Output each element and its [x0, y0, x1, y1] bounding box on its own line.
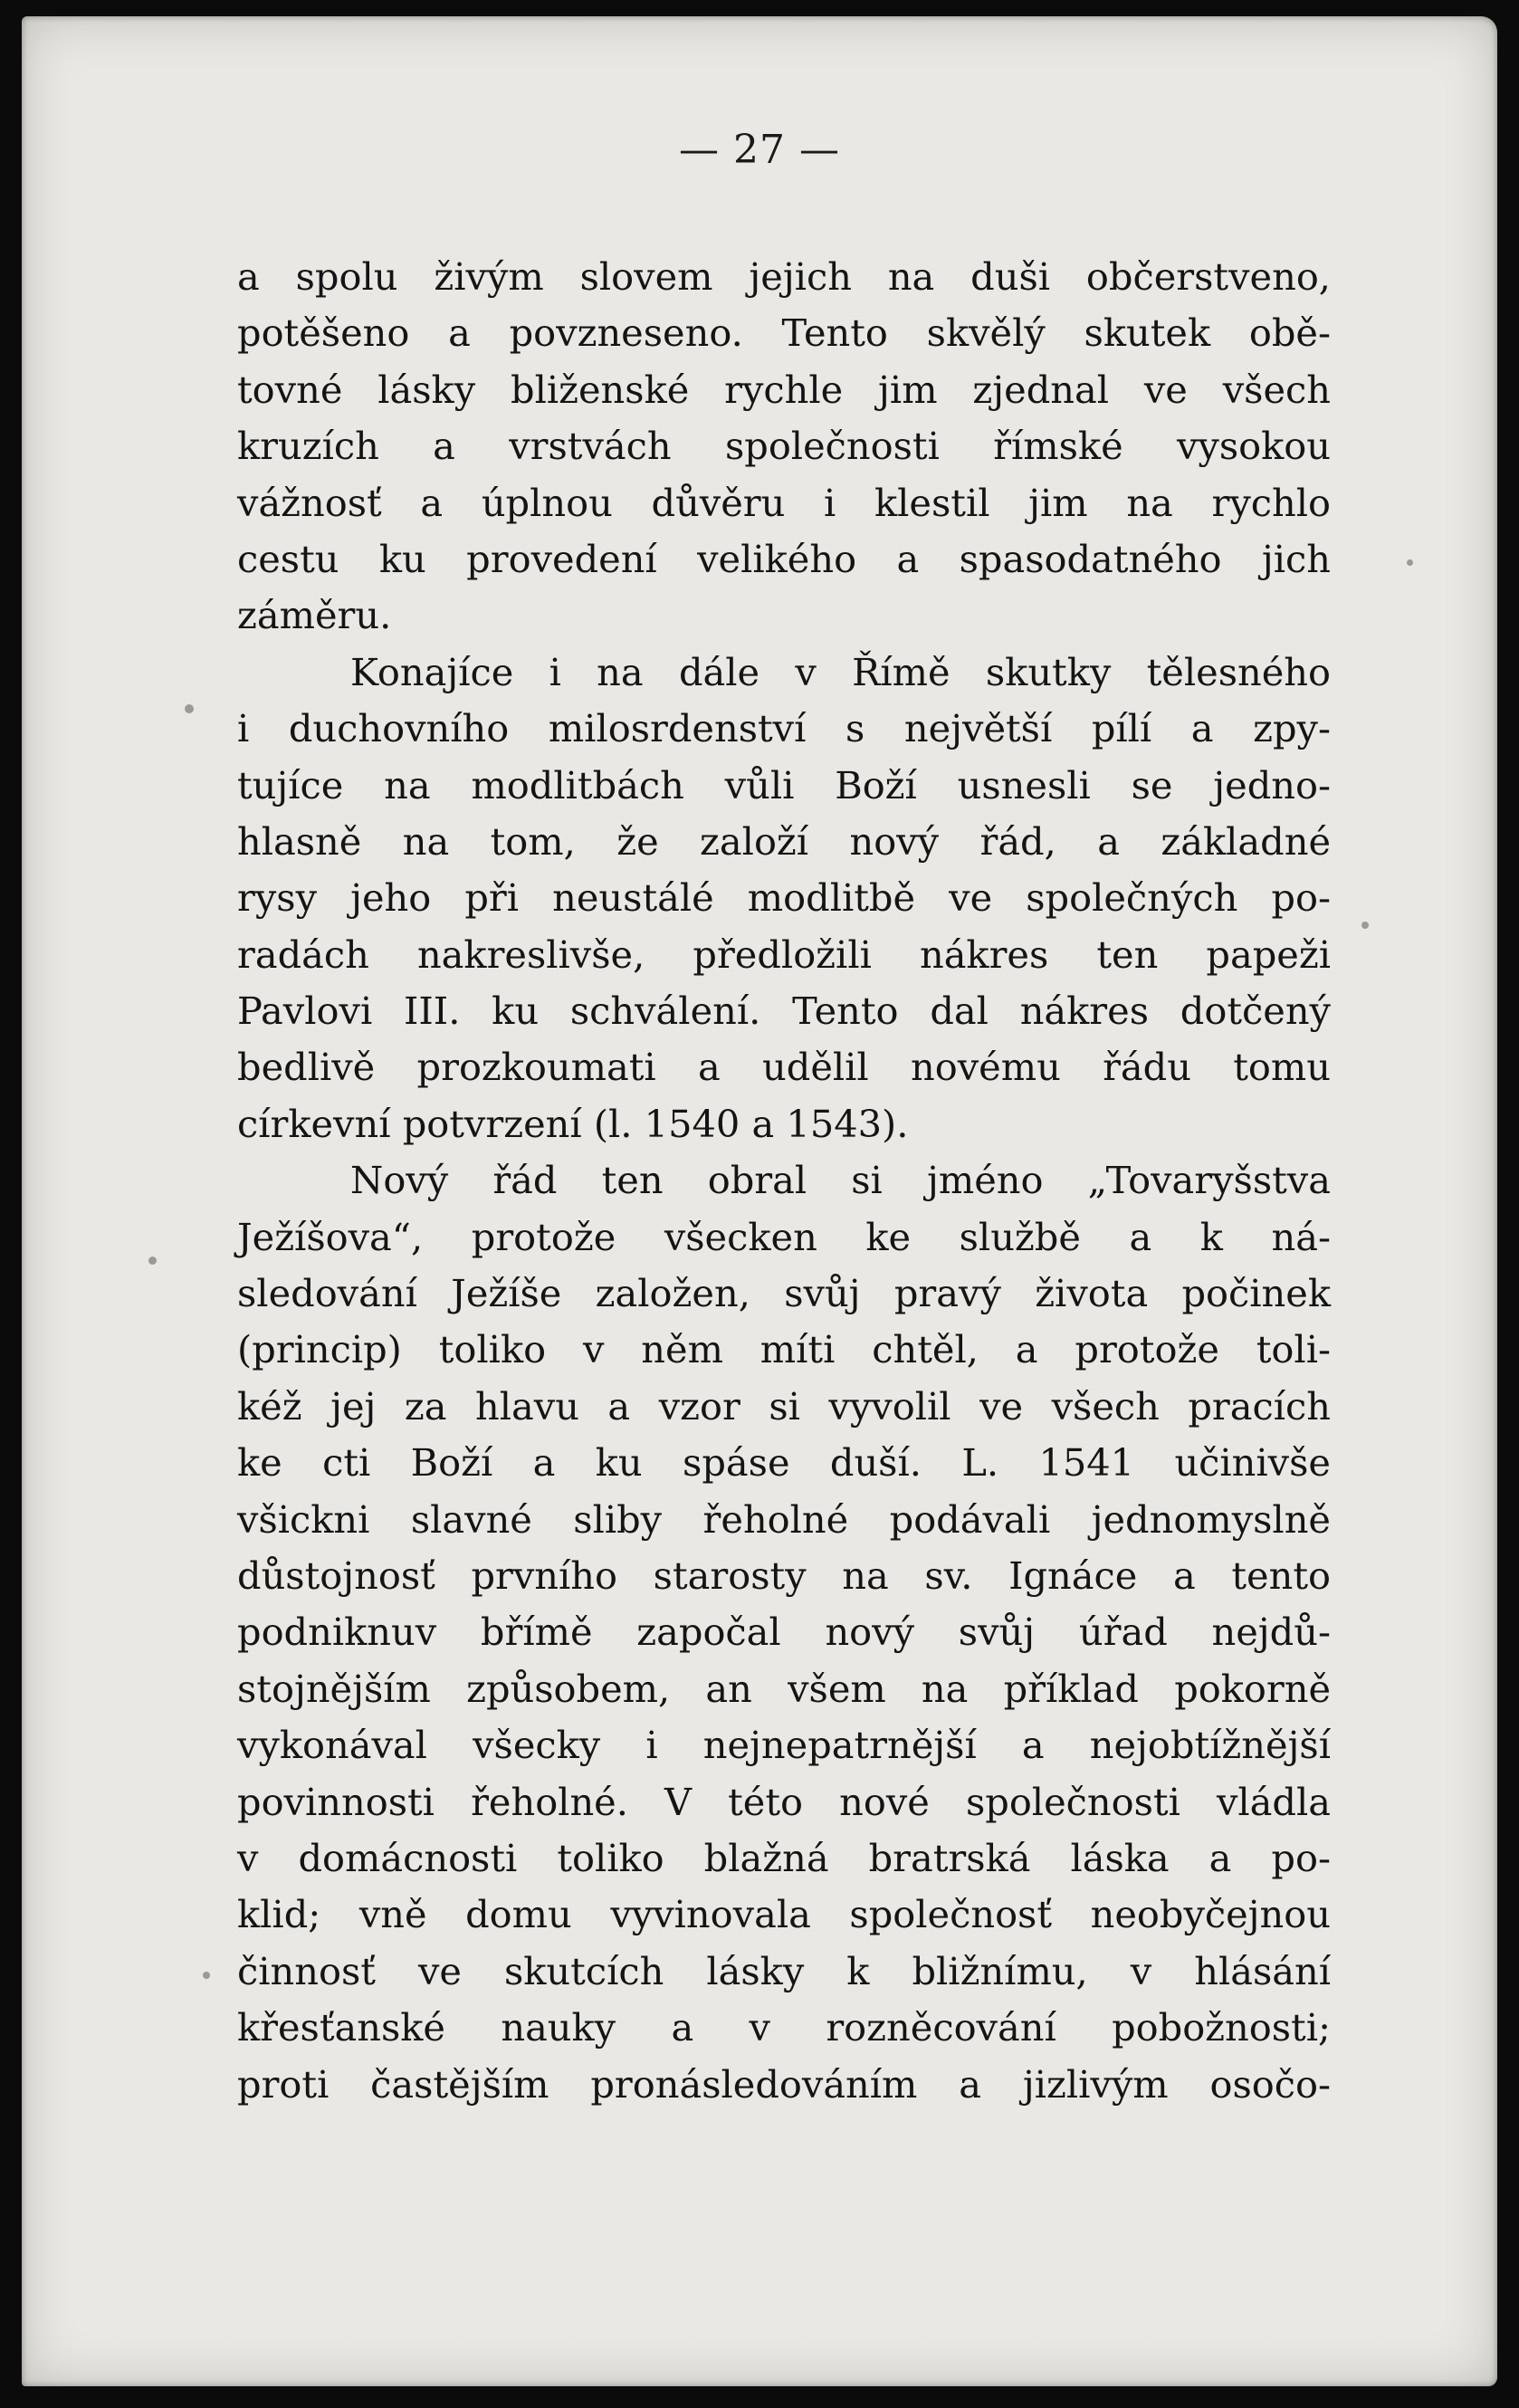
- text-line: potěšeno a povzneseno. Tento skvělý skutek obě-: [237, 311, 1331, 356]
- text-line: stojnějším způsobem, an všem na příklad pokorně: [237, 1666, 1331, 1711]
- text-line: důstojnosť prvního starosty na sv. Ignáce a tento: [237, 1553, 1331, 1598]
- paper-speck: [203, 1972, 210, 1979]
- text-line: křesťanské nauky a v rozněcování pobožnosti;: [237, 2005, 1331, 2050]
- text-line: činnosť ve skutcích lásky k bližnímu, v hlásání: [237, 1948, 1331, 1993]
- text-line: hlasně na tom, že založí nový řád, a základné: [237, 818, 1331, 864]
- text-line: (princip) toliko v něm míti chtěl, a protože toli-: [237, 1327, 1331, 1372]
- text-line: tovné lásky bliženské rychle jim zjednal ve všech: [237, 367, 1331, 412]
- text-line: kéž jej za hlavu a vzor si vyvolil ve všech pracích: [237, 1383, 1331, 1429]
- text-line: Pavlovi III. ku schválení. Tento dal nákres dotčený: [237, 989, 1331, 1034]
- text-line: povinnosti řeholné. V této nové společnosti vládla: [237, 1779, 1331, 1824]
- text-line: tujíce na modlitbách vůli Boží usnesli se jedno-: [237, 762, 1331, 807]
- text-line: záměru.: [237, 593, 392, 638]
- text-line: Ježíšova“, protože všecken ke službě a k ná-: [237, 1214, 1331, 1259]
- paper-speck: [1361, 922, 1369, 929]
- paper-speck: [148, 1257, 157, 1265]
- body-text: [237, 249, 1331, 2113]
- text-line: radách nakreslivše, předložili nákres ten papeži: [237, 932, 1331, 977]
- text-line: vážnosť a úplnou důvěru i klestil jim na rychlo: [237, 480, 1331, 525]
- text-line: bedlivě prozkoumati a udělil novému řádu tomu: [237, 1045, 1331, 1090]
- text-line: církevní potvrzení (l. 1540 a 1543).: [237, 1101, 909, 1146]
- paper-speck: [185, 704, 194, 713]
- text-line: klid; vně domu vyvinovala společnosť neobyčejnou: [237, 1892, 1331, 1937]
- text-line: kruzích a vrstvách společnosti římské vysokou: [237, 424, 1331, 469]
- page-number: — 27 —: [679, 127, 840, 173]
- text-line: ke cti Boží a ku spáse duší. L. 1541 učinivše: [237, 1440, 1331, 1486]
- text-line: proti častějším pronásledováním a jizlivým osočo-: [237, 2061, 1331, 2107]
- text-line: v domácnosti toliko blažná bratrská láska a po-: [237, 1835, 1331, 1880]
- text-line: i duchovního milosrdenství s největší pílí a zpy-: [237, 706, 1331, 751]
- paper-speck: [1407, 559, 1413, 566]
- text-line: Konajíce i na dále v Římě skutky tělesného: [350, 649, 1331, 694]
- text-line: Nový řád ten obral si jméno „Tovaryšstva: [350, 1158, 1331, 1203]
- text-line: rysy jeho při neustálé modlitbě ve společných po-: [237, 875, 1331, 921]
- text-line: sledování Ježíše založen, svůj pravý života počinek: [237, 1271, 1331, 1316]
- text-line: a spolu živým slovem jejich na duši občerstveno,: [237, 254, 1331, 299]
- text-line: všickni slavné sliby řeholné podávali jednomyslně: [237, 1496, 1331, 1542]
- text-line: vykonával všecky i nejnepatrnější a nejobtížnější: [237, 1723, 1331, 1768]
- text-line: cestu ku provedení velikého a spasodatného jich: [237, 536, 1331, 581]
- text-line: podniknuv břímě započal nový svůj úřad nejdů-: [237, 1610, 1331, 1655]
